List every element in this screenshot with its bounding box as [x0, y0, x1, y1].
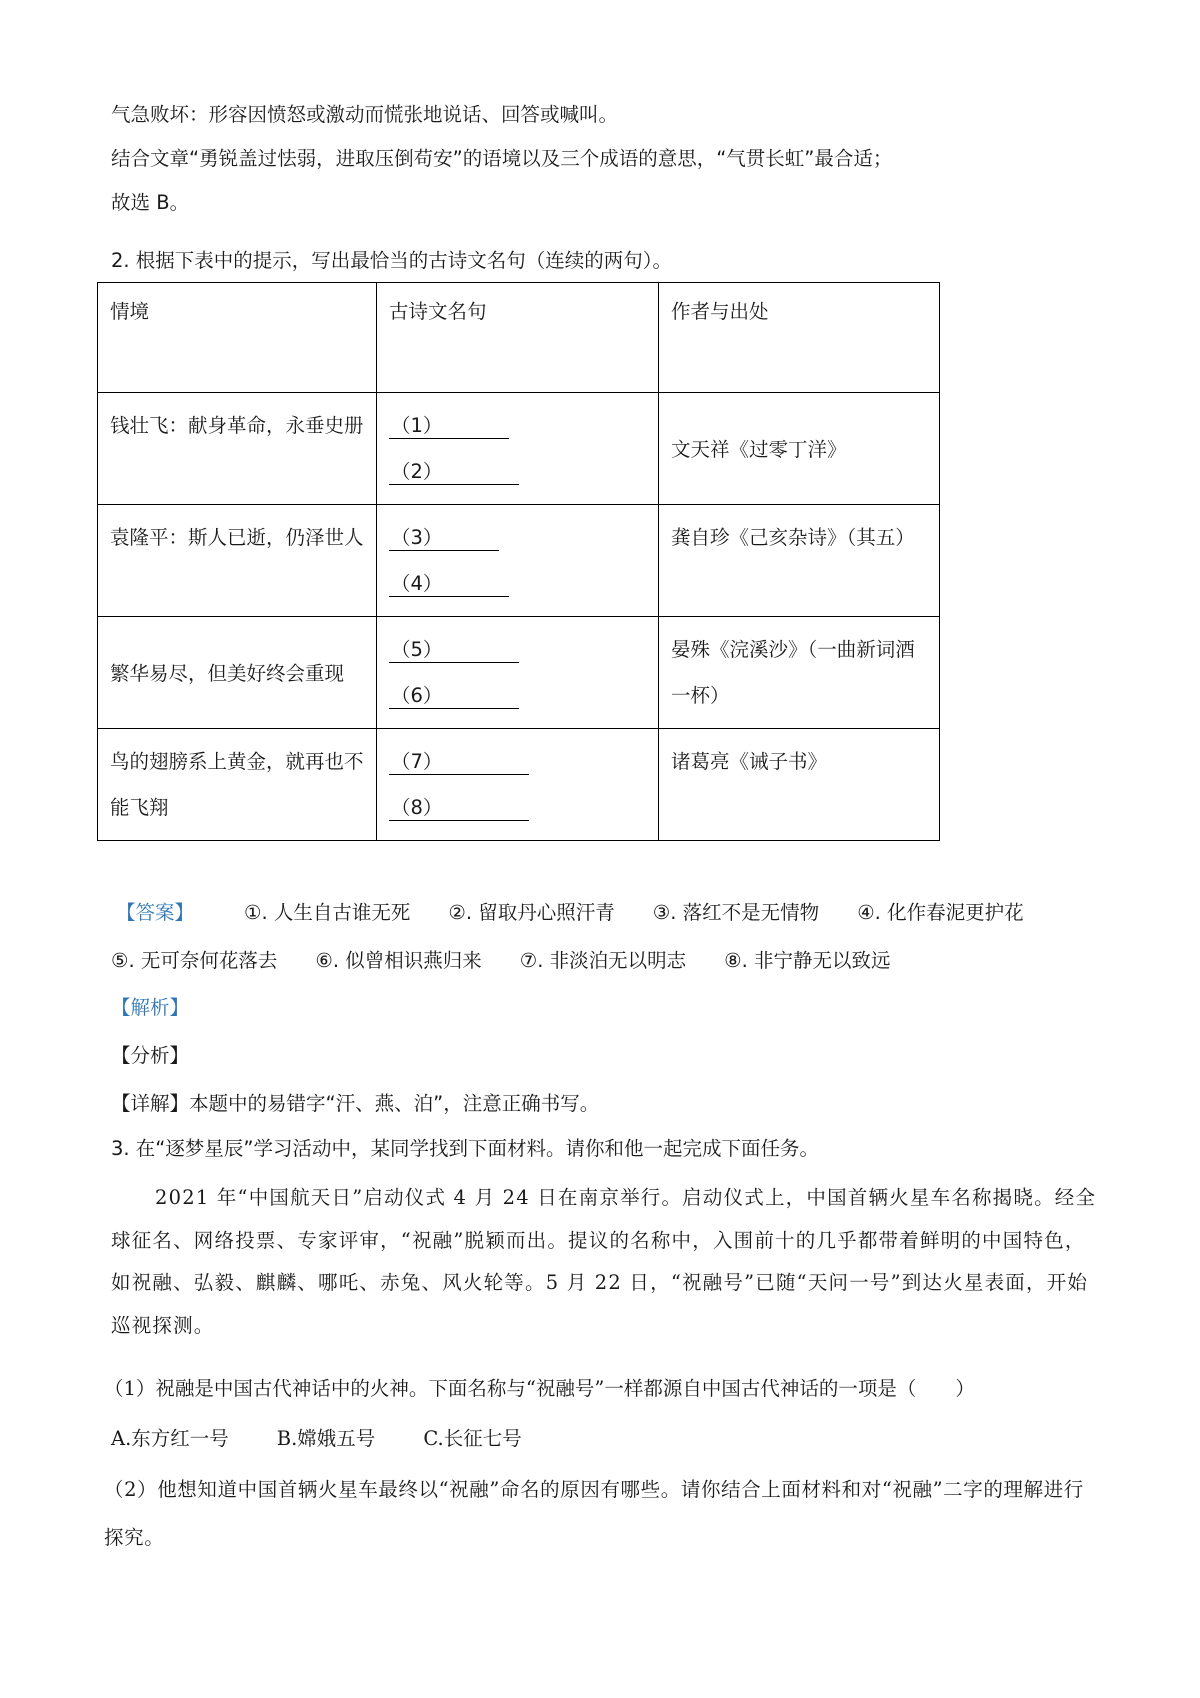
answer-item: ⑤. 无可奈何花落去: [111, 949, 278, 972]
option-a[interactable]: A.东方红一号: [111, 1427, 229, 1450]
detail-text: 【详解】本题中的易错字“汗、燕、泊”，注意正确书写。: [111, 1092, 600, 1115]
table-row: [98, 617, 940, 729]
answer-item: ①. 人生自古谁无死: [244, 901, 411, 924]
blanks-cell: [377, 505, 659, 617]
intro-line-1: 气急败坏：形容因愤怒或激动而慌张地说话、回答或喊叫。: [111, 103, 619, 126]
poem-table: [97, 282, 940, 841]
source-cell: 龚自珍《己亥杂诗》（其五）: [659, 505, 940, 617]
analysis-tag: 【解析】: [111, 996, 190, 1019]
blanks-cell: [377, 393, 659, 505]
option-c[interactable]: C.长征七号: [423, 1427, 522, 1450]
question-3-prompt: 3. 在“逐梦星辰”学习活动中，某同学找到下面材料。请你和他一起完成下面任务。: [111, 1137, 820, 1160]
answer-blank-4[interactable]: （4）: [389, 572, 509, 597]
blanks-cell: [377, 729, 659, 841]
table-row: [98, 393, 940, 505]
answer-item: ⑥. 似曾相识燕归来: [315, 949, 482, 972]
table-header-row: [98, 283, 940, 393]
source-cell: 诸葛亮《诫子书》: [659, 729, 940, 841]
context-cell: 钱壮飞：献身革命，永垂史册: [98, 393, 377, 505]
q3-material: 2021 年“中国航天日”启动仪式 4 月 24 日在南京举行。启动仪式上，中国首辆火星车名称揭晓。经全球征名、网络投票、专家评审，“祝融”脱颖而出。提议的名称中，入围前十的几乎都带着鲜明的中国特色，如祝融、弘毅、麒麟、哪吒、赤兔、风火轮等。5 月 22 日，“祝融号”已随“天问一号”到达火星表面，开始巡视探测。: [111, 1186, 1097, 1337]
option-b[interactable]: B.嫦娥五号: [276, 1427, 376, 1450]
header-poem: 古诗文名句: [377, 283, 659, 393]
table-row: [98, 505, 940, 617]
answer-item: ⑦. 非淡泊无以明志: [519, 949, 687, 972]
answer-line-2: [111, 947, 891, 975]
intro-line-3: 故选 B。: [111, 191, 190, 214]
context-cell: 繁华易尽，但美好终会重现: [98, 617, 377, 729]
context-cell: 鸟的翅膀系上黄金，就再也不能飞翔: [98, 729, 377, 841]
answer-line-1: [116, 899, 1024, 927]
fenxi-tag: 【分析】: [111, 1044, 190, 1067]
header-source: 作者与出处: [659, 283, 940, 393]
answer-item: ⑧. 非宁静无以致远: [724, 949, 891, 972]
answer-item: ③. 落红不是无情物: [652, 901, 820, 924]
header-context: 情境: [98, 283, 377, 393]
answer-blank-1[interactable]: （1）: [389, 414, 509, 439]
q3-subquestion-2: （2）他想知道中国首辆火星车最终以“祝融”命名的原因有哪些。请你结合上面材料和对“祝融”二字的理解进行探究。: [104, 1478, 1084, 1549]
intro-line-2: 结合文章“勇锐盖过怯弱，进取压倒苟安”的语境以及三个成语的意思，“气贯长虹”最合适；: [111, 147, 893, 170]
answer-blank-2[interactable]: （2）: [389, 460, 519, 485]
answer-blank-7[interactable]: （7）: [389, 750, 529, 775]
answer-item: ④. 化作春泥更护花: [857, 901, 1024, 924]
answer-blank-3[interactable]: （3）: [389, 526, 499, 551]
q3-subquestion-1: （1）祝融是中国古代神话中的火神。下面名称与“祝融号”一样都源自中国古代神话的一项是（ ）: [104, 1377, 975, 1400]
answer-tag: 【答案】: [116, 901, 195, 924]
blanks-cell: [377, 617, 659, 729]
answer-item: ②. 留取丹心照汗青: [448, 901, 615, 924]
source-cell: 文天祥《过零丁洋》: [659, 393, 940, 505]
q3-options: [111, 1425, 522, 1453]
context-cell: 袁隆平：斯人已逝，仍泽世人: [98, 505, 377, 617]
table-row: [98, 729, 940, 841]
source-cell: 晏殊《浣溪沙》（一曲新词酒一杯）: [659, 617, 940, 729]
answer-blank-5[interactable]: （5）: [389, 638, 519, 663]
answer-blank-6[interactable]: （6）: [389, 684, 519, 709]
question-2-prompt: 2. 根据下表中的提示，写出最恰当的古诗文名句（连续的两句）。: [111, 249, 673, 272]
answer-blank-8[interactable]: （8）: [389, 796, 529, 821]
